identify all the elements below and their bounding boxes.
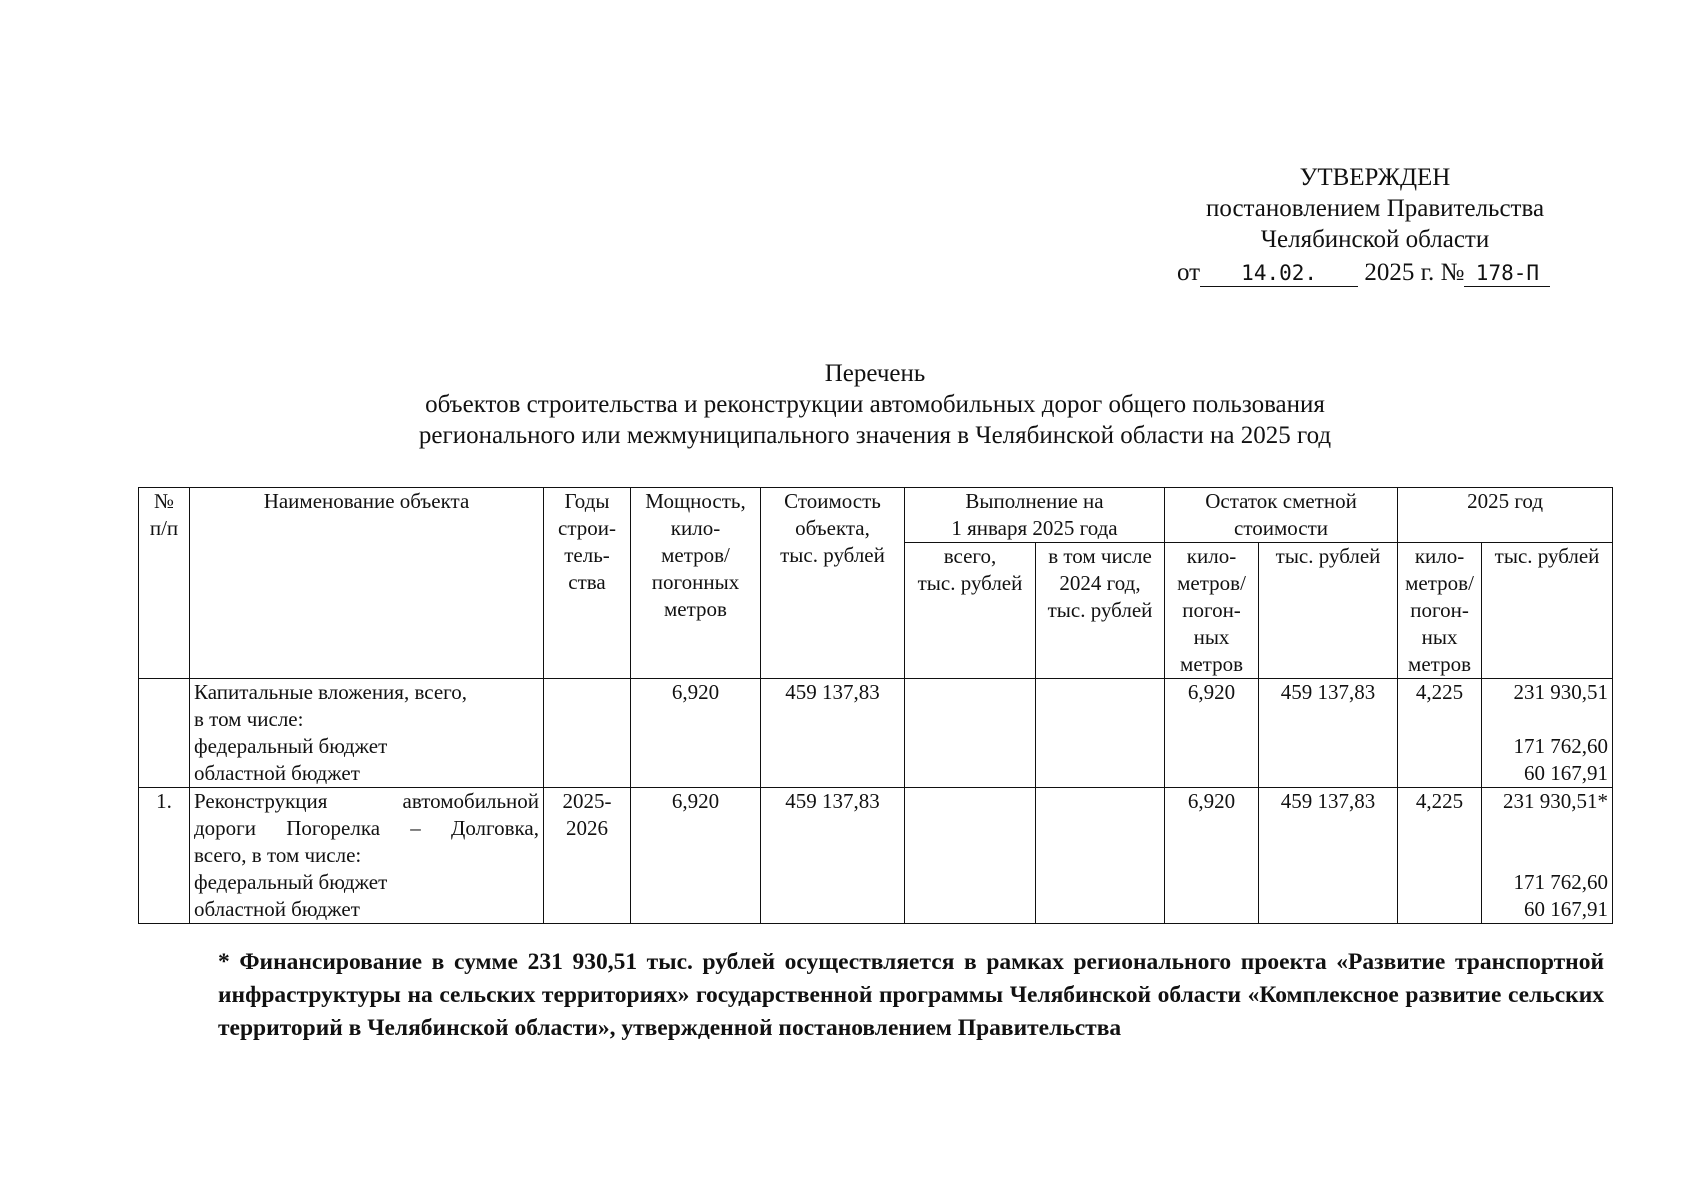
approval-prefix: от (1177, 259, 1201, 286)
cell-2025-rub: 231 930,51 171 762,60 60 167,91 (1482, 679, 1613, 788)
cell-remain-rub: 459 137,83 (1259, 679, 1398, 788)
approval-year: 2025 г. № (1364, 259, 1465, 286)
header-done-2024: в том числе 2024 год, тыс. рублей (1036, 543, 1165, 679)
cell-done-2024 (1036, 788, 1165, 924)
cell-remain-km: 6,920 (1165, 679, 1259, 788)
cell-cost: 459 137,83 (761, 788, 905, 924)
header-year-2025: 2025 год (1398, 488, 1613, 543)
header-remain-km: кило- метров/ погон- ных метров (1165, 543, 1259, 679)
cell-done-total (905, 788, 1036, 924)
heading-line-3: регионального или межмуниципального значения в Челябинской области на 2025 год (418, 422, 1332, 449)
heading-line-2: объектов строительства и реконструкции автомобильных дорог общего пользования (425, 391, 1325, 418)
cell-2025-rub: 231 930,51* 171 762,60 60 167,91 (1482, 788, 1613, 924)
cell-years (544, 679, 631, 788)
table-row (139, 679, 1613, 788)
cell-name: Капитальные вложения, всего, в том числе: федеральный бюджет областной бюджет (190, 679, 544, 788)
footnote-text: * Финансирование в сумме 231 930,51 тыс. рублей осуществляется в рамках регионального проекта «Развитие транспортной инфраструктуры на сельских территориях» государственной программы Челябинской области «Комплексное развитие сельских территорий в Челябинской области», утвержденной постановлением Правительства (218, 949, 1604, 1041)
header-name: Наименование объекта (190, 488, 544, 679)
header-remain: Остаток сметной стоимости (1165, 488, 1398, 543)
table-row (139, 788, 1613, 924)
header-years: Годы строи- тель- ства (544, 488, 631, 679)
footnote (138, 946, 1604, 1045)
cell-remain-km: 6,920 (1165, 788, 1259, 924)
cell-num (139, 679, 190, 788)
approval-line-1: постановлением Правительства (1205, 195, 1545, 222)
approval-number: 178-П (1464, 260, 1550, 287)
cell-2025-km: 4,225 (1398, 679, 1482, 788)
document-heading (138, 358, 1612, 451)
header-done-total: всего, тыс. рублей (905, 543, 1036, 679)
approval-line-2: Челябинской области (1260, 226, 1490, 253)
header-row-1 (139, 488, 1613, 543)
cell-num: 1. (139, 788, 190, 924)
cell-done-total (905, 679, 1036, 788)
cell-2025-km: 4,225 (1398, 788, 1482, 924)
header-remain-rub: тыс. рублей (1259, 543, 1398, 679)
approval-title: УТВЕРЖДЕН (1299, 164, 1451, 191)
header-done: Выполнение на 1 января 2025 года (905, 488, 1165, 543)
approval-block (1175, 162, 1575, 288)
header-2025-km: кило- метров/ погон- ных метров (1398, 543, 1482, 679)
approval-date-line (1175, 257, 1575, 288)
header-num: № п/п (139, 488, 190, 679)
heading-line-1: Перечень (824, 360, 926, 387)
header-capacity: Мощность, кило- метров/ погонных метров (631, 488, 761, 679)
cell-remain-rub: 459 137,83 (1259, 788, 1398, 924)
header-cost: Стоимость объекта, тыс. рублей (761, 488, 905, 679)
approval-date: 14.02. (1200, 260, 1358, 287)
objects-table (138, 487, 1613, 924)
cell-name: Реконструкция автомобильной дороги Погорелка – Долговка, всего, в том числе: федеральный бюджет областной бюджет (190, 788, 544, 924)
cell-done-2024 (1036, 679, 1165, 788)
cell-capacity: 6,920 (631, 788, 761, 924)
header-2025-rub: тыс. рублей (1482, 543, 1613, 679)
cell-years: 2025- 2026 (544, 788, 631, 924)
cell-cost: 459 137,83 (761, 679, 905, 788)
cell-capacity: 6,920 (631, 679, 761, 788)
